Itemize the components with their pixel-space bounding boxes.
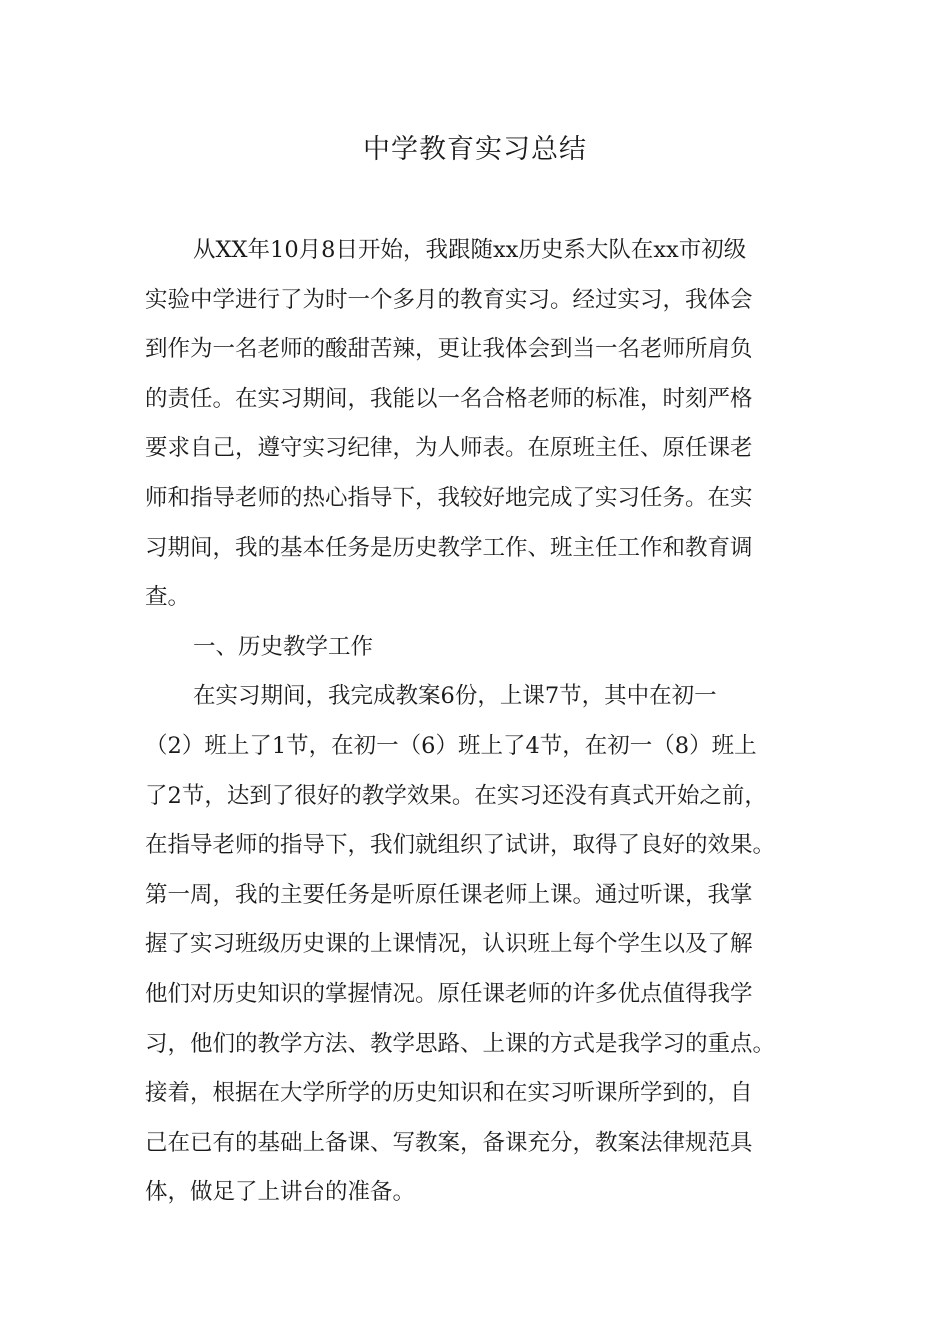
document-body bbox=[145, 226, 805, 1218]
text-line: 了2节，达到了很好的教学效果。在实习还没有真式开始之前， bbox=[145, 782, 767, 809]
text-line: 在实习期间，我完成教案6份，上课7节，其中在初一 bbox=[193, 683, 717, 710]
text-line: 接着，根据在大学所学的历史知识和在实习听课所学到的，自 bbox=[145, 1080, 753, 1107]
text-line: 实验中学进行了为时一个多月的教育实习。经过实习，我体会 bbox=[145, 286, 753, 313]
text-line: 查。 bbox=[145, 584, 191, 611]
text-line: 要求自己，遵守实习纪律，为人师表。在原班主任、原任课老 bbox=[145, 435, 753, 462]
text-line: 在指导老师的指导下，我们就组织了试讲，取得了良好的效果。 bbox=[145, 832, 776, 859]
text-line: 习期间，我的基本任务是历史教学工作、班主任工作和教育调 bbox=[145, 534, 753, 561]
text-line: 体，做足了上讲台的准备。 bbox=[145, 1179, 416, 1206]
text-line: 握了实习班级历史课的上课情况，认识班上每个学生以及了解 bbox=[145, 931, 753, 958]
text-line: 他们对历史知识的掌握情况。原任课老师的许多优点值得我学 bbox=[145, 980, 753, 1007]
document-title: 中学教育实习总结 bbox=[363, 134, 587, 165]
text-line: 第一周，我的主要任务是听原任课老师上课。通过听课，我掌 bbox=[145, 881, 753, 908]
text-line: 的责任。在实习期间，我能以一名合格老师的标准，时刻严格 bbox=[145, 385, 753, 412]
text-line: 从XX年10月8日开始，我跟随xx历史系大队在xx市初级 bbox=[193, 237, 747, 263]
text-line: 到作为一名老师的酸甜苦辣，更让我体会到当一名老师所肩负 bbox=[145, 336, 753, 363]
text-line: 师和指导老师的热心指导下，我较好地完成了实习任务。在实 bbox=[145, 484, 753, 511]
text-line: 己在已有的基础上备课、写教案，备课充分，教案法律规范具 bbox=[145, 1129, 753, 1156]
section-heading: 一、历史教学工作 bbox=[193, 633, 374, 660]
text-line: （2）班上了1节，在初一（6）班上了4节，在初一（8）班上 bbox=[145, 732, 757, 759]
text-line: 习，他们的教学方法、教学思路、上课的方式是我学习的重点。 bbox=[145, 1030, 776, 1057]
